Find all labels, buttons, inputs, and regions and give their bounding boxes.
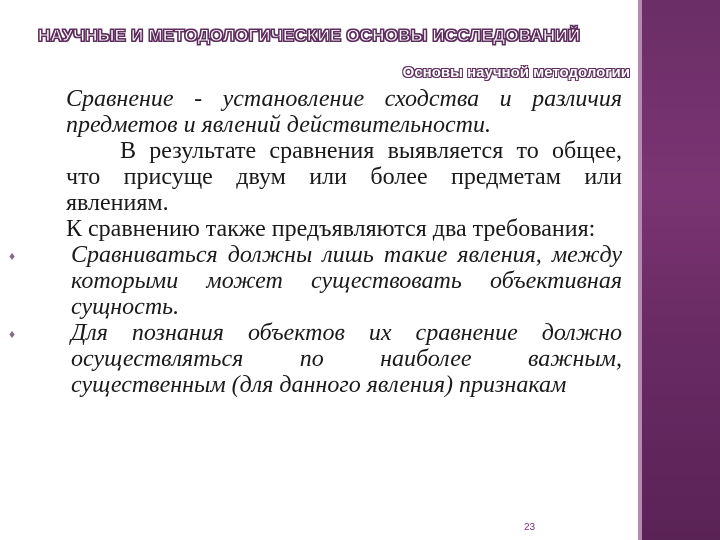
requirements-list: [9, 242, 622, 398]
slide-title: НАУЧНЫЕ И МЕТОДОЛОГИЧЕСКИЕ ОСНОВЫ ИССЛЕДОВАНИЙ: [38, 26, 581, 45]
requirements-paragraph: К сравнению также предъявляются два требования:: [66, 216, 596, 242]
bullet-text: Для познания объектов их сравнение должно осуществляться по наиболее важным, существенным (для данного явления) признакам: [71, 320, 622, 398]
slide-subtitle: Основы научной методологии: [402, 64, 630, 81]
list-item: [9, 320, 622, 398]
page-number: 23: [524, 522, 536, 533]
diamond-bullet-icon: ♦: [9, 249, 16, 263]
definition-paragraph: Сравнение - установление сходства и различия предметов и явлений действительности.: [66, 86, 622, 138]
decorative-sidebar: [642, 0, 720, 540]
slide-body: [9, 86, 622, 398]
list-item: [9, 242, 622, 320]
diamond-bullet-icon: ♦: [9, 327, 16, 341]
result-paragraph: В результате сравнения выявляется то общее, что присуще двум или более предметам или явлениям.: [66, 138, 622, 216]
bullet-text: Сравниваться должны лишь такие явления, между которыми может существовать объективная сущность.: [71, 242, 622, 320]
